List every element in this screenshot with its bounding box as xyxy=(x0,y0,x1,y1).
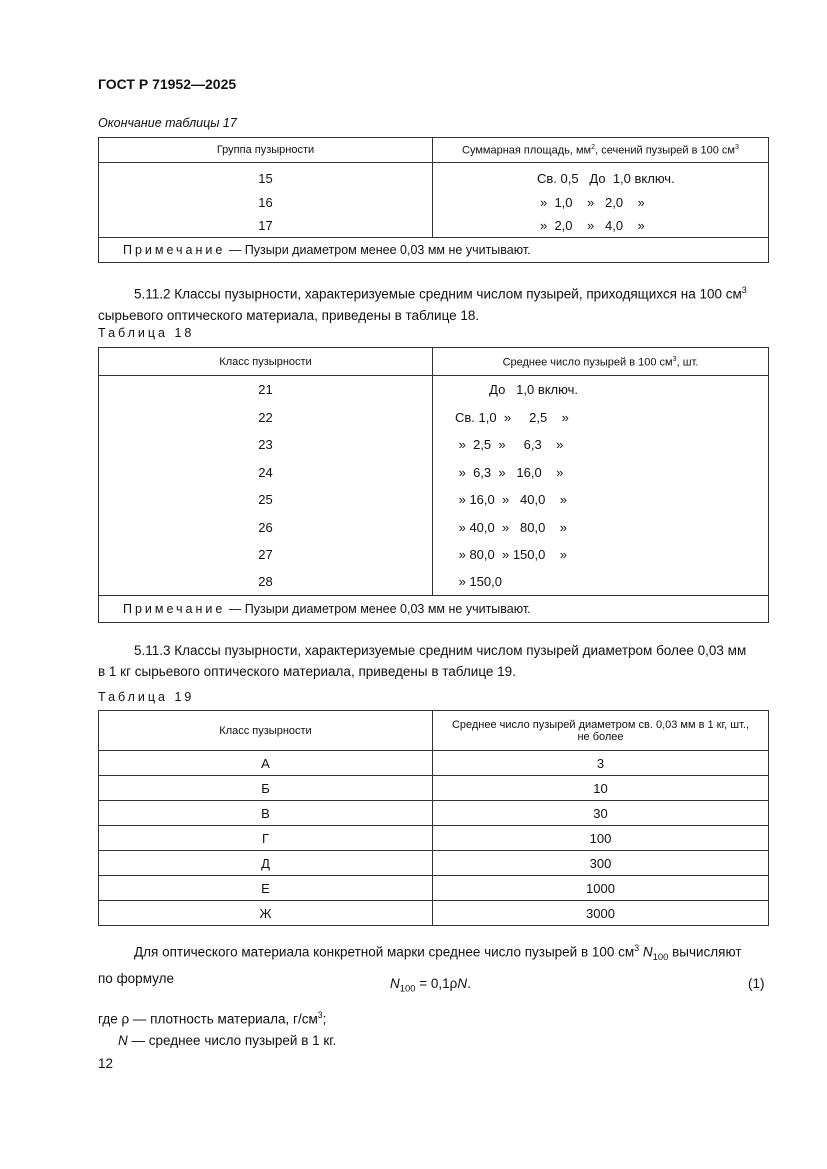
table-cell: 16 xyxy=(99,190,433,215)
table-17-caption: Окончание таблицы 17 xyxy=(98,116,237,130)
table-cell: Е xyxy=(99,876,433,901)
column-header: Группа пузырности xyxy=(99,138,433,163)
table-17 xyxy=(98,137,769,263)
page-number: 12 xyxy=(98,1056,114,1071)
table-cell: » 2,5 » 6,3 » xyxy=(433,431,769,459)
table-cell: » 150,0 xyxy=(433,568,769,596)
table-cell: » 80,0 » 150,0 » xyxy=(433,541,769,568)
table-cell: 27 xyxy=(99,541,433,568)
table-19 xyxy=(98,710,769,926)
table-cell: В xyxy=(99,801,433,826)
column-header: Среднее число пузырей в 100 $см^3$, шт. xyxy=(433,348,769,376)
table-cell: » 2,0 » 4,0 » xyxy=(433,215,769,238)
table-cell: 26 xyxy=(99,514,433,541)
paragraph-5-11-3: 5.11.3 Классы пузырности, характеризуемые средним числом пузырей диаметром более 0,03 мм в 1 кг сырьевого оптического материала, приведены в таблице 19. xyxy=(98,643,747,679)
table-cell: Д xyxy=(99,851,433,876)
table-cell: 100 xyxy=(433,826,769,851)
table-cell: 15 xyxy=(99,163,433,190)
formula: $N_{100} = 0,1\rho N$. xyxy=(390,976,471,995)
table-note: Примечание — Пузыри диаметром менее 0,03 мм не учитывают. xyxy=(99,596,769,623)
table-cell: 30 xyxy=(433,801,769,826)
table-cell: 23 xyxy=(99,431,433,459)
column-header: Класс пузырности xyxy=(99,348,433,376)
table-18-caption: Таблица 18 xyxy=(98,326,195,340)
table-cell: 24 xyxy=(99,459,433,486)
table-cell: До 1,0 включ. xyxy=(433,376,769,404)
table-cell: 3000 xyxy=(433,901,769,926)
table-cell: » 1,0 » 2,0 » xyxy=(433,190,769,215)
table-19-caption: Таблица 19 xyxy=(98,690,195,704)
formula-legend: где ρ — плотность материала, $г/см^3$; N — среднее число пузырей в 1 кг. xyxy=(98,1010,337,1048)
column-header: Среднее число пузырей диаметром св. 0,03 мм в 1 кг, шт., не более xyxy=(433,711,769,751)
column-header: Класс пузырности xyxy=(99,711,433,751)
table-cell: Св. 1,0 » 2,5 » xyxy=(433,404,769,431)
table-cell: 21 xyxy=(99,376,433,404)
table-cell: Св. 0,5 До 1,0 включ. xyxy=(433,163,769,190)
table-cell: 17 xyxy=(99,215,433,238)
table-cell: 10 xyxy=(433,776,769,801)
table-cell: Б xyxy=(99,776,433,801)
table-cell: 3 xyxy=(433,751,769,776)
table-cell: А xyxy=(99,751,433,776)
paragraph-formula-intro: Для оптического материала конкретной марки среднее число пузырей в 100 $см^3$ $N_{100}$ вычисляют по формуле xyxy=(98,943,742,987)
table-cell: 300 xyxy=(433,851,769,876)
table-cell: » 16,0 » 40,0 » xyxy=(433,486,769,514)
table-cell: 25 xyxy=(99,486,433,514)
column-header: Суммарная площадь, $мм^2$, сечений пузырей в 100 $см^3$ xyxy=(433,138,769,163)
table-cell: Ж xyxy=(99,901,433,926)
document-header: ГОСТ Р 71952—2025 xyxy=(98,76,237,92)
table-cell: 1000 xyxy=(433,876,769,901)
table-cell: Г xyxy=(99,826,433,851)
table-cell: » 40,0 » 80,0 » xyxy=(433,514,769,541)
table-18 xyxy=(98,347,769,623)
table-cell: 22 xyxy=(99,404,433,431)
table-cell: 28 xyxy=(99,568,433,596)
formula-number: (1) xyxy=(748,976,765,991)
paragraph-5-11-2: 5.11.2 Классы пузырности, характеризуемые средним числом пузырей, приходящихся на 100 $см^3$ сырьевого оптического материала, приведены в таблице 18. xyxy=(98,285,747,323)
table-cell: » 6,3 » 16,0 » xyxy=(433,459,769,486)
table-note: Примечание — Пузыри диаметром менее 0,03 мм не учитывают. xyxy=(99,238,769,263)
